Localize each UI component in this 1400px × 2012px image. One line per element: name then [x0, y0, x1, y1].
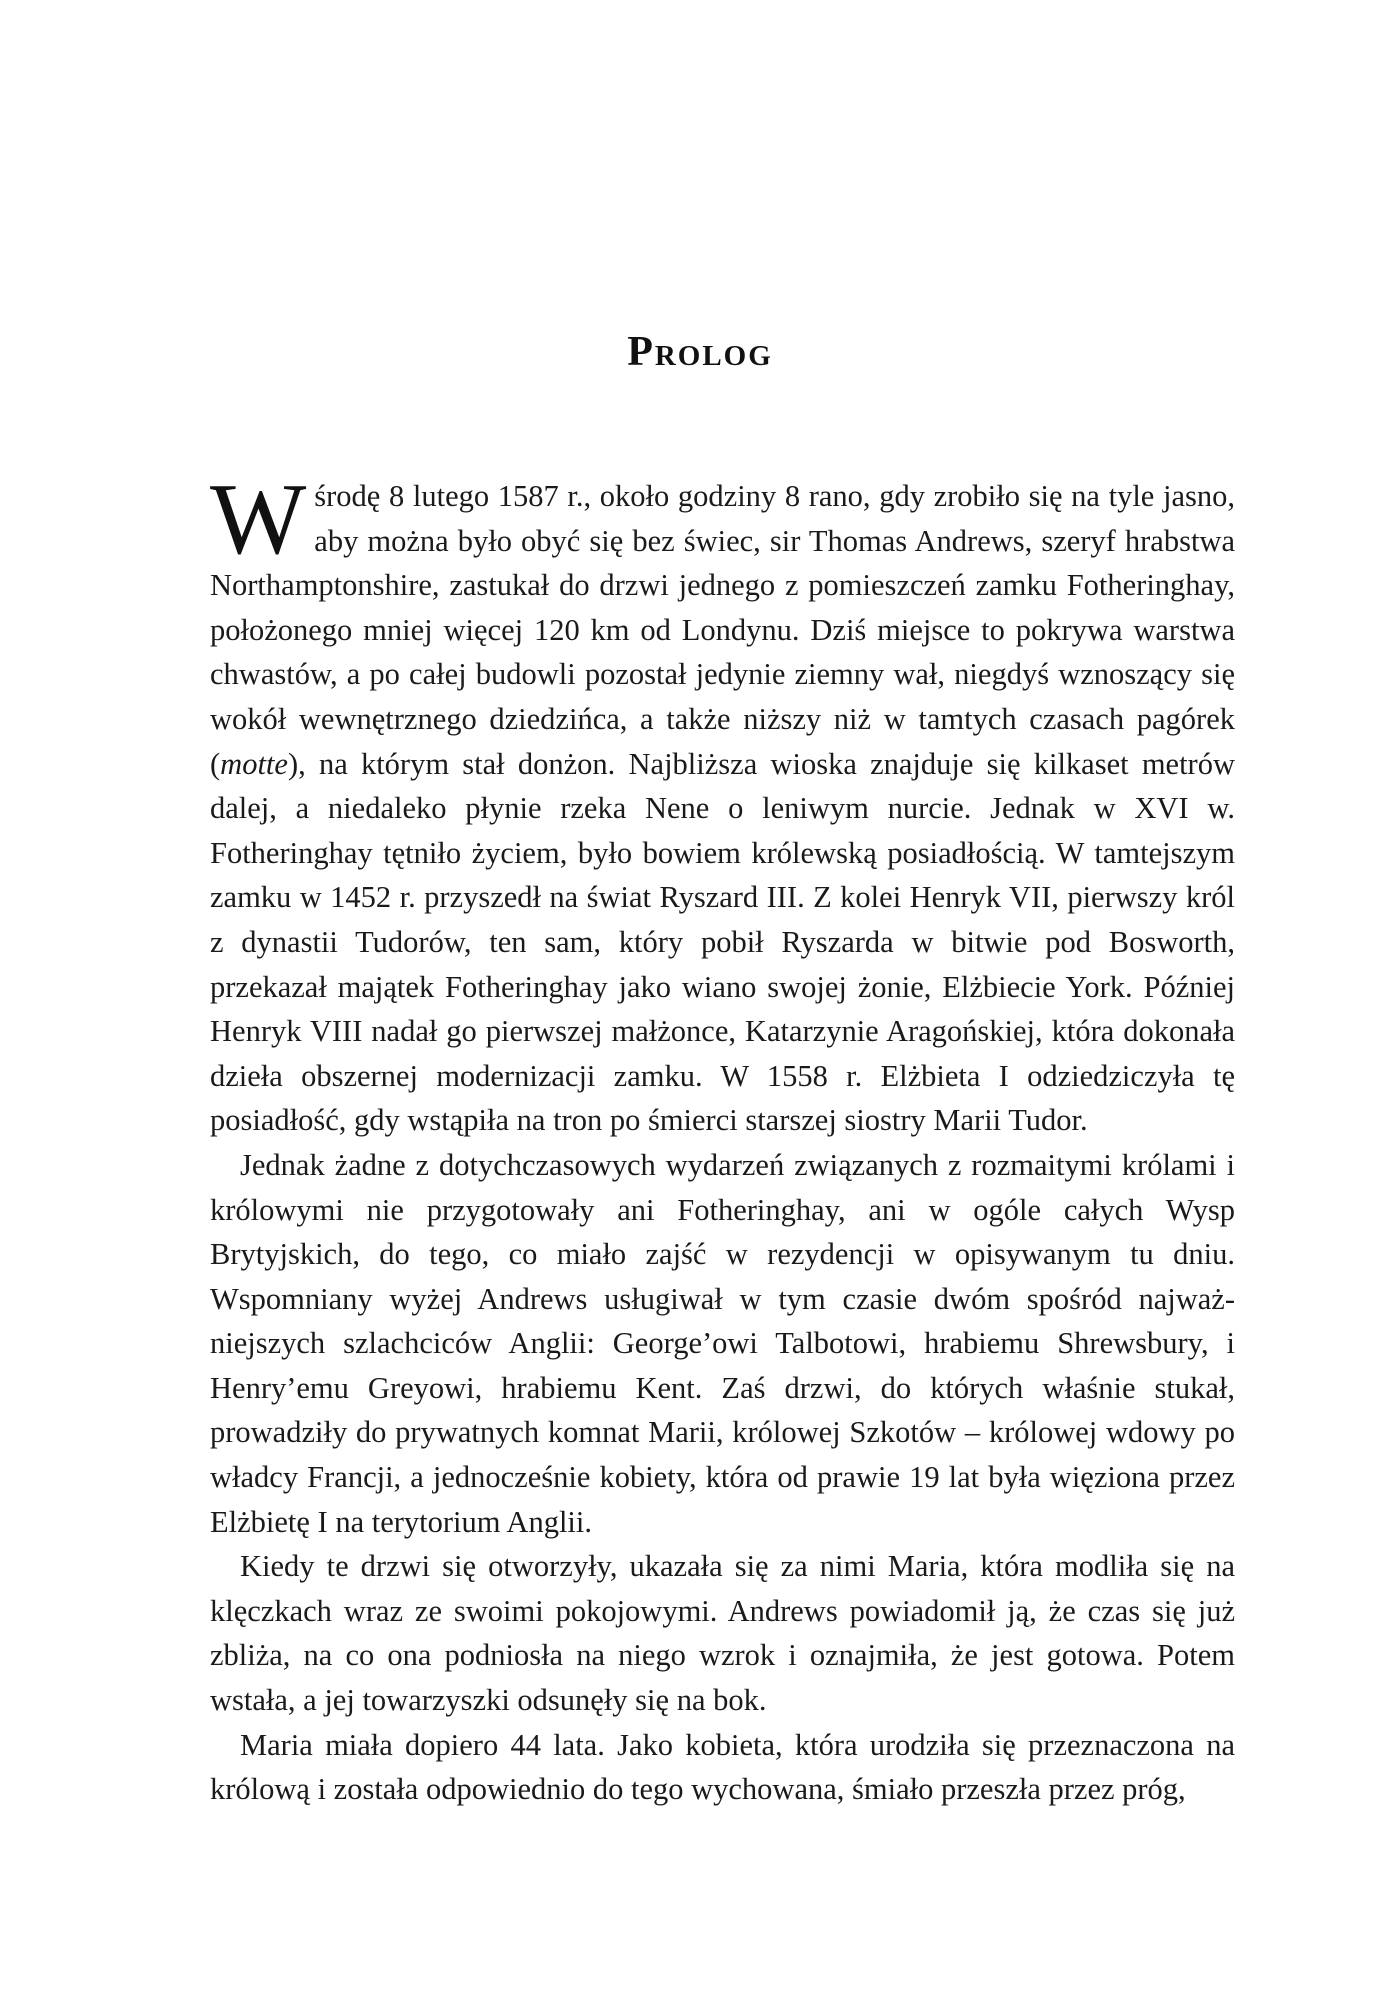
drop-cap: W [210, 463, 307, 576]
chapter-title: Prolog [627, 329, 773, 375]
paragraph-4: Maria miała dopiero 44 lata. Jako kobieta, która urodziła się przeznaczona na królową i została odpowiednio do tego wychowana, śmiało przeszła przez próg, [210, 1727, 1235, 1807]
paragraph-1-text-b: ), na którym stał donżon. Najbliższa wioska znajduje się kilkaset metrów dalej, a niedaleko płynie rzeka Nene o leniwym nurcie. Jednak w XVI w. Fotheringhay tętniło życiem, było bowiem królewską posiadłością. W tamtejszym zamku w 1452 r. przyszedł na świat Ryszard III. Z kolei Henryk VII, pierwszy król z dynastii Tudorów, ten sam, który pobił Ryszarda w bitwie pod Bosworth, przekazał majątek Fotheringhay jako wiano swojej żonie, Elżbiecie York. Później Henryk VIII nadał go pierwszej małżonce, Katarzynie Aragońskiej, która dokonała dzieła obszernej modernizacji zamku. W 1558 r. Elżbieta I odziedziczyła tę posiadłość, gdy wstąpiła na tron po śmierci starszej siostry Marii Tudor. [210, 746, 1235, 1138]
paragraph-3: Kiedy te drzwi się otworzyły, ukazała się za nimi Maria, która modliła się na klęczkach wraz ze swoimi pokojowymi. Andrews powiadomił ją, że czas się już zbliża, na co ona podniosła na niego wzrok i oznajmiła, że jest gotowa. Potem wstała, a jej towarzyszki odsunęły się na bok. [210, 1549, 1235, 1718]
paragraph-2: Jednak żadne z dotychczasowych wydarzeń związanych z rozmaitymi królami i królowymi nie przygotowały ani Fotheringhay, ani w ogóle całych Wysp Brytyjskich, do tego, co miało zajść w rezydencji w opisywanym tu dniu. Wspomniany wyżej Andrews usługiwał w tym czasie dwóm spośród najważniejszych szlachciców Anglii: George’owi Talbotowi, hrabiemu Shrewsbury, i Henry’emu Greyowi, hrabiemu Kent. Zaś drzwi, do których właśnie stukał, prowadziły do prywatnych komnat Marii, królowej Szkotów – królowej wdowy po władcy Francji, a jednocześnie kobiety, która od prawie 19 lat była więziona przez Elżbietę I na terytorium Anglii. [210, 1147, 1235, 1539]
paragraph-1 [210, 463, 1235, 1143]
paragraph-1-text-a: środę 8 lutego 1587 r., około godziny 8 rano, gdy zrobiło się na tyle jasno, aby można było obyć się bez świec, sir Thomas Andrews, szeryf hrabstwa Northamptonshire, zastukał do drzwi jednego z pomieszczeń zamku Fotheringhay, położonego mniej więcej 120 km od Londynu. Dziś miejsce to pokrywa warstwa chwastów, a po całej budowli pozostał jedynie ziemny wał, niegdyś wznoszący się wokół wewnętrznego dziedzińca, a także niższy niż w tamtych czasach pagórek ( [210, 479, 1235, 781]
body-text [210, 463, 1235, 1812]
italic-term: motte [220, 746, 288, 781]
